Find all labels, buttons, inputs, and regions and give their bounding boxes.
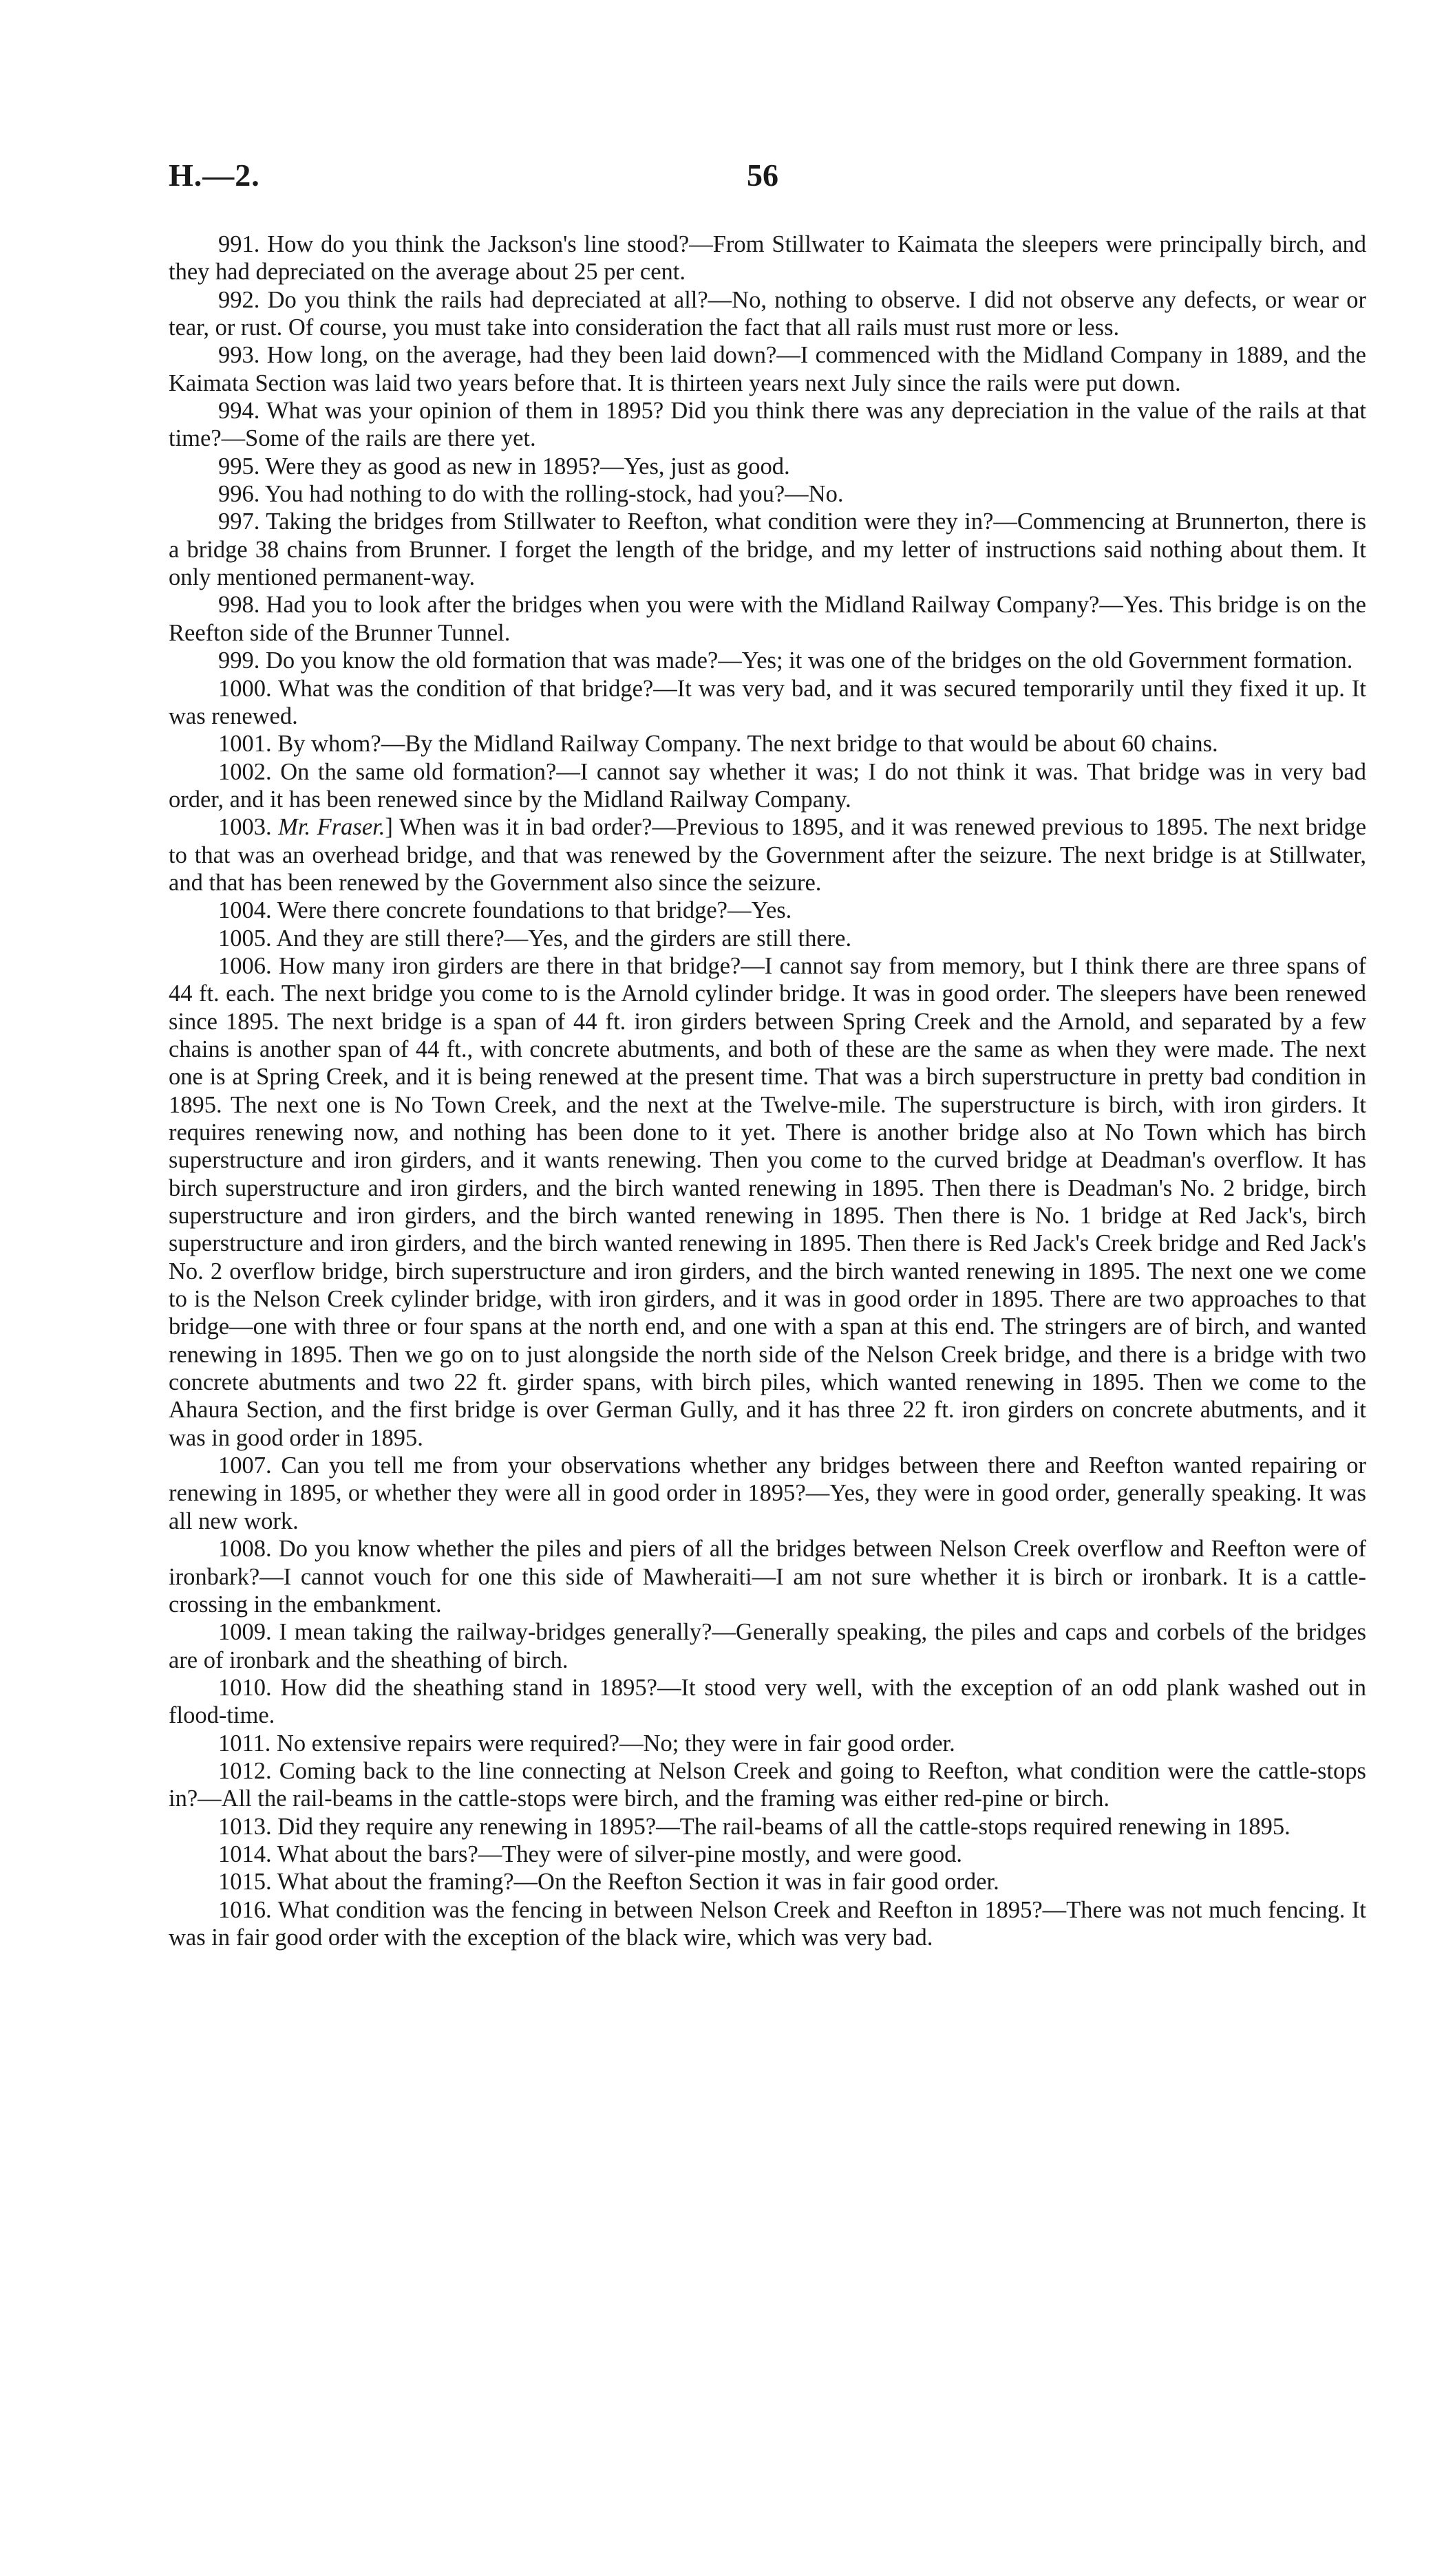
document-reference: H.—2. [169,158,260,193]
paragraph-992: 992. Do you think the rails had depreciated at all?—No, nothing to observe. I did not observe any defects, or wear or tear, or rust. Of course, you must take into consideration the fact that all rails must rust more or less. [169,286,1366,341]
paragraph-text: ] When was it in bad order?—Previous to 1895, and it was renewed previous to 1895. The next bridge to that was an overhead bridge, and that was renewed by the Government after the seizure. The next bridge is at Stillwater, and that has been renewed by the Government also since the seizure. [169,814,1367,896]
paragraph-1012: 1012. Coming back to the line connecting at Nelson Creek and going to Reefton, what condition were the cattle-stops in?—All the rail-beams in the cattle-stops were birch, and the framing was either red-pine or birch. [169,1757,1366,1812]
paragraph-1013: 1013. Did they require any renewing in 1895?—The rail-beams of all the cattle-stops required renewing in 1895. [218,1813,1291,1840]
paragraph-1004: 1004. Were there concrete foundations to that bridge?—Yes. [218,897,792,924]
page-number: 56 [747,158,778,193]
paragraph-1010: 1010. How did the sheathing stand in 1895?—It stood very well, with the exception of an odd plank washed out in flood-time. [169,1674,1366,1729]
paragraph-1003 [169,813,1366,897]
paragraph-1001: 1001. By whom?—By the Midland Railway Company. The next bridge to that would be about 60 chains. [218,731,1218,758]
paragraph-1005: 1005. And they are still there?—Yes, and the girders are still there. [218,925,852,952]
paragraph-1002: 1002. On the same old formation?—I cannot say whether it was; I do not think it was. That bridge was in very bad order, and it has been renewed since by the Midland Railway Company. [169,758,1366,813]
paragraph-1014: 1014. What about the bars?—They were of silver-pine mostly, and were good. [218,1840,962,1867]
speaker-name: Mr. Fraser. [278,814,385,841]
paragraph-991: 991. How do you think the Jackson's line stood?—From Stillwater to Kaimata the sleepers were principally birch, and they had depreciated on the average about 25 per cent. [169,231,1366,286]
paragraph-1009: 1009. I mean taking the railway-bridges generally?—Generally speaking, the piles and caps and corbels of the bridges are of ironbark and the sheathing of birch. [169,1619,1366,1673]
page-header [169,157,1366,198]
testimony-body [169,230,1366,1951]
paragraph-1016: 1016. What condition was the fencing in between Nelson Creek and Reefton in 1895?—There was not much fencing. It was in fair good order with the exception of the black wire, which was very bad. [169,1896,1366,1951]
paragraph-998: 998. Had you to look after the bridges when you were with the Midland Railway Company?—Yes. This bridge is on the Reefton side of the Brunner Tunnel. [169,592,1366,646]
paragraph-993: 993. How long, on the average, had they been laid down?—I commenced with the Midland Company in 1889, and the Kaimata Section was laid two years before that. It is thirteen years next July since the rails were put down. [169,342,1366,396]
paragraph-number: 1003. [218,814,272,841]
paragraph-994: 994. What was your opinion of them in 1895? Did you think there was any depreciation in the value of the rails at that time?—Some of the rails are there yet. [169,398,1366,452]
paragraph-1006: 1006. How many iron girders are there in that bridge?—I cannot say from memory, but I think there are three spans of 44 ft. each. The next bridge you come to is the Arnold cylinder bridge. It was in good order. The sleepers have been renewed since 1895. The next bridge is a span of 44 ft. iron girders between Spring Creek and the Arnold, and separated by a few chains is another span of 44 ft., with concrete abutments, and both of these are the same as when they were made. The next one is at Spring Creek, and it is being renewed at the present time. That was a birch superstructure in pretty bad condition in 1895. The next one is No Town Creek, and the next at the Twelve-mile. The superstructure is birch, with iron girders. It requires renewing now, and nothing has been done to it yet. There is another bridge also at No Town which has birch superstructure and iron girders, and it wants renewing. Then you come to the curved bridge at Deadman's overflow. It has birch superstructure and iron girders, and the birch wanted renewing in 1895. Then there is Deadman's No. 2 bridge, birch superstructure and iron girders, and the birch wanted renewing in 1895. Then there is No. 1 bridge at Red Jack's, birch superstructure and iron girders, and the birch wanted renewing in 1895. Then there is Red Jack's Creek bridge and Red Jack's No. 2 overflow bridge, birch superstructure and iron girders, and the birch wanted renewing in 1895. The next one we come to is the Nelson Creek cylinder bridge, with iron girders, and it was in good order in 1895. There are two approaches to that bridge—one with three or four spans at the north end, and one with a span at this end. The stringers are of birch, and wanted renewing in 1895. Then we go on to just alongside the north side of the Nelson Creek bridge, and there is a bridge with two concrete abutments and two 22 ft. girder spans, with birch piles, which wanted renewing in 1895. Then we come to the Ahaura Section, and the first bridge is over German Gully, and it has three 22 ft. iron girders on concrete abutments, and it was in good order in 1895. [169,952,1366,1451]
paragraph-995: 995. Were they as good as new in 1895?—Yes, just as good. [218,453,790,480]
paragraph-1008: 1008. Do you know whether the piles and piers of all the bridges between Nelson Creek overflow and Reefton were of ironbark?—I cannot vouch for one this side of Mawheraiti—I am not sure whether it is birch or ironbark. It is a cattle-crossing in the embankment. [169,1536,1366,1618]
paragraph-999: 999. Do you know the old formation that was made?—Yes; it was one of the bridges on the old Government formation. [218,647,1353,674]
paragraph-1011: 1011. No extensive repairs were required?—No; they were in fair good order. [218,1730,955,1757]
paragraph-996: 996. You had nothing to do with the rolling-stock, had you?—No. [218,481,844,508]
paragraph-1000: 1000. What was the condition of that bridge?—It was very bad, and it was secured temporarily until they fixed it up. It was renewed. [169,675,1366,729]
paragraph-997: 997. Taking the bridges from Stillwater to Reefton, what condition were they in?—Commencing at Brunnerton, there is a bridge 38 chains from Brunner. I forget the length of the bridge, and my letter of instructions said nothing about them. It only mentioned permanent-way. [169,508,1366,591]
paragraph-1015: 1015. What about the framing?—On the Reefton Section it was in fair good order. [218,1869,999,1896]
paragraph-1007: 1007. Can you tell me from your observations whether any bridges between there and Reefton wanted repairing or renewing in 1895, or whether they were all in good order in 1895?—Yes, they were in good order, generally speaking. It was all new work. [169,1452,1366,1534]
